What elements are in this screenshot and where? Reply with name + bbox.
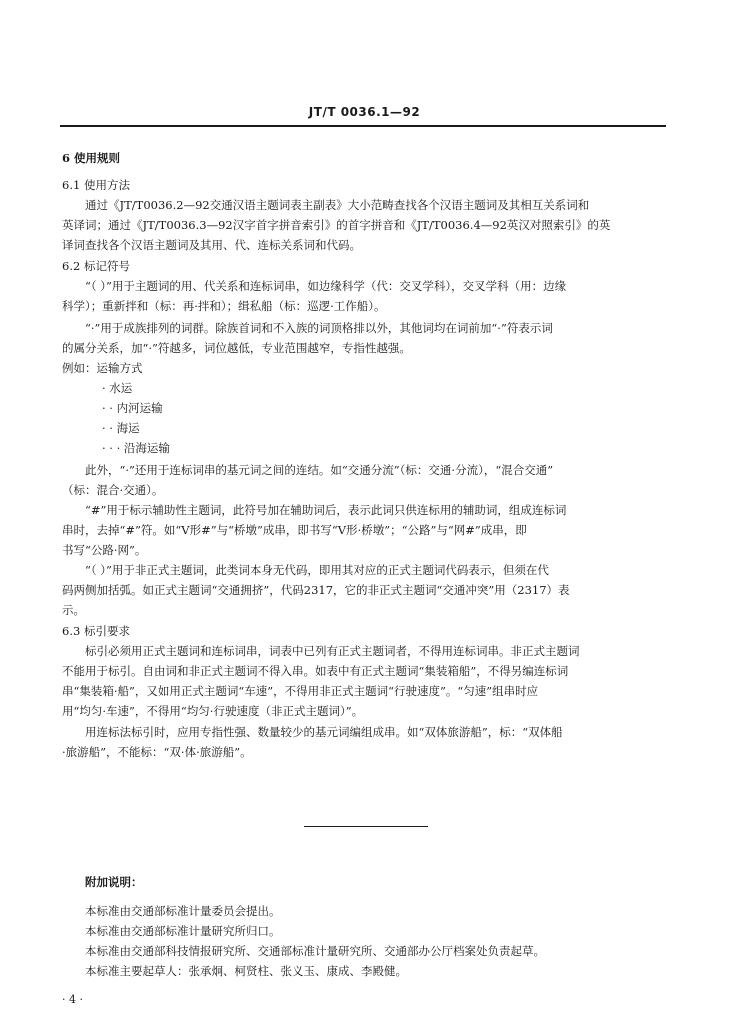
tree-item: · · 海运: [102, 421, 140, 435]
paragraph-line: 串“集装箱·船”，又如用正式主题词“车速”，不得用非正式主题词“行驶速度”。“匀速”组串时应: [62, 684, 539, 698]
paragraph-line: （标：混合·交通）。: [62, 483, 164, 497]
subsection-title-6-3: 6.3 标引要求: [62, 624, 130, 638]
end-rule: [304, 826, 428, 827]
paragraph-line: 通过《JT/T0036.2—92交通汉语主题词表主副表》大小范畴查找各个汉语主题词及其相互关系词和: [85, 198, 590, 212]
subsection-title-6-1: 6.1 使用方法: [62, 178, 130, 192]
appendix-line: 本标准由交通部科技情报研究所、交通部标准计量研究所、交通部办公厅档案处负责起草。: [85, 944, 545, 958]
paragraph-line: 此外，“·”还用于连标词串的基元词之间的连结。如“交通分流”（标：交通·分流），“混合交通”: [85, 463, 554, 477]
paragraph-line: “#”用于标示辅助性主题词，此符号加在辅助词后，表示此词只供连标用的辅助词，组成连标词: [85, 503, 567, 517]
appendix-title: 附加说明：: [85, 875, 143, 889]
tree-item: · 水运: [102, 381, 133, 395]
paragraph-line: “·”用于成族排列的词群。除族首词和不入族的词顶格排以外，其他词均在词前加“·”符表示词: [85, 321, 553, 335]
paragraph-line: 的属分关系，加“·”符越多，词位越低，专业范围越窄，专指性越强。: [62, 341, 411, 355]
running-header: JT/T 0036.1—92: [308, 105, 421, 119]
paragraph-line: 示。: [62, 603, 85, 617]
paragraph-line: 书写“公路·网”。: [62, 543, 147, 557]
paragraph-line: “（ ）”用于非正式主题词，此类词本身无代码，即用其对应的正式主题词代码表示，但须在代: [85, 563, 549, 577]
paragraph-line: 科学）；重新拌和（标：再·拌和）；缉私船（标：巡逻·工作船）。: [62, 299, 386, 313]
header-rule: [60, 125, 666, 127]
paragraph-line: 例如：运输方式: [62, 361, 143, 375]
paragraph-line: 用“均匀·车速”，不得用“均匀·行驶速度（非正式主题词）”。: [62, 704, 364, 718]
tree-item: · · 内河运输: [102, 401, 163, 415]
paragraph-line: 译词查找各个汉语主题词及其用、代、连标关系词和代码。: [62, 238, 361, 252]
paragraph-line: ·旅游船”，不能标：“双·体·旅游船”。: [62, 745, 252, 759]
tree-item: · · · 沿海运输: [102, 441, 170, 455]
paragraph-line: “（ ）”用于主题词的用、代关系和连标词串，如边缘科学（代：交叉学科），交叉学科（用：边缘: [85, 279, 567, 293]
appendix-line: 本标准主要起草人：张承炯、柯贤柱、张义玉、康成、李殿健。: [85, 964, 407, 978]
paragraph-line: 不能用于标引。自由词和非正式主题词不得入串。如表中有正式主题词“集装箱船”，不得另编连标词: [62, 664, 569, 678]
paragraph-line: 码两侧加括弧。如正式主题词“交通拥挤”，代码2317，它的非正式主题词“交通冲突”用（2317）表: [62, 583, 570, 597]
page-number: · 4 ·: [62, 993, 83, 1006]
paragraph-line: 串时，去掉“#”符。如“V形#”与“桥墩”成串，即书写“V形·桥墩”；“公路”与“网#”成串，即: [62, 523, 527, 537]
paragraph-line: 标引必须用正式主题词和连标词串，词表中已列有正式主题词者，不得用连标词串。非正式主题词: [85, 644, 580, 658]
subsection-title-6-2: 6.2 标记符号: [62, 259, 130, 273]
section-heading: 6 使用规则: [62, 151, 121, 165]
paragraph-line: 英译词；通过《JT/T0036.3—92汉字首字拼音索引》的首字拼音和《JT/T0036.4—92英汉对照索引》的英: [62, 218, 611, 232]
paragraph-line: 用连标法标引时，应用专指性强、数量较少的基元词编组成串。如“双体旅游船”，标：“双体船: [85, 725, 563, 739]
appendix-line: 本标准由交通部标准计量研究所归口。: [85, 924, 281, 938]
appendix-line: 本标准由交通部标准计量委员会提出。: [85, 904, 281, 918]
